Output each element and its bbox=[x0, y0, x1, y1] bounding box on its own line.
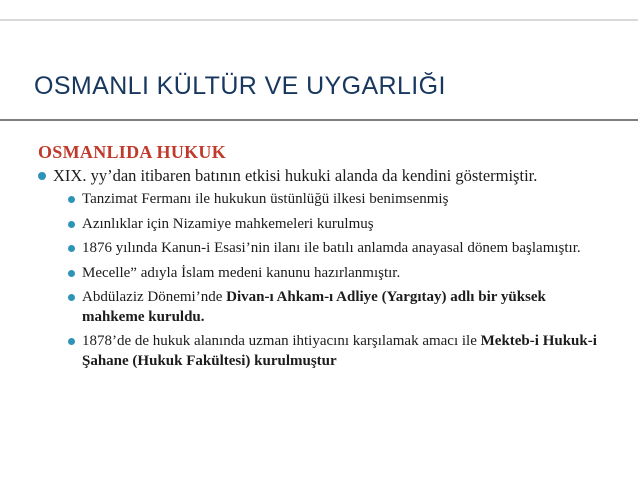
bullet-dot-icon bbox=[38, 172, 46, 180]
sub-bullet-text-plain: 1878’de de hukuk alanında uzman ihtiyacını karşılamak amacı ile bbox=[82, 333, 481, 349]
section-heading: OSMANLIDA HUKUK bbox=[38, 142, 227, 162]
top-band bbox=[0, 0, 638, 19]
sub-bullet-text: 1876 yılında Kanun-i Esasi’nin ilanı ile batılı anlamda anayasal dönem başlamıştır. bbox=[82, 240, 581, 256]
sub-bullet-item bbox=[38, 239, 608, 259]
bullet-dot-icon bbox=[68, 245, 75, 252]
sub-bullet-text-plain: Abdülaziz Dönemi’nde bbox=[82, 289, 227, 305]
sub-bullet-item bbox=[38, 190, 608, 210]
bullet-item bbox=[38, 165, 608, 186]
sub-bullet-item bbox=[38, 332, 608, 371]
sub-bullet-item bbox=[38, 264, 608, 284]
slide-title: OSMANLI KÜLTÜR VE UYGARLIĞI bbox=[34, 72, 446, 100]
sub-bullet-text: Azınlıklar için Nizamiye mahkemeleri kurulmuş bbox=[82, 215, 374, 232]
bullet-dot-icon bbox=[68, 294, 75, 301]
bullet-dot-icon bbox=[68, 221, 75, 228]
sub-bullet-text-bold: Divan-ı Ahkam-ı Adliye (Yargıtay) adlı bir yüksek mahkeme kuruldu. bbox=[82, 289, 546, 325]
slide-content bbox=[38, 141, 608, 376]
sub-bullet-item bbox=[38, 215, 608, 235]
sub-bullet-text-bold: Mekteb-i Hukuk-i Şahane (Hukuk Fakültesi) kurulmuştur bbox=[82, 333, 597, 369]
sub-bullet-text: Tanzimat Fermanı ile hukukun üstünlüğü ilkesi benimsenmiş bbox=[82, 191, 449, 207]
bullet-dot-icon bbox=[68, 338, 75, 345]
top-divider bbox=[0, 19, 638, 21]
bullet-text: XIX. yy’dan itibaren batının etkisi hukuki alanda da kendini göstermiştir. bbox=[53, 166, 538, 185]
title-divider bbox=[0, 119, 638, 121]
bullet-dot-icon bbox=[68, 270, 75, 277]
sub-bullet-item bbox=[38, 288, 608, 327]
bullet-dot-icon bbox=[68, 196, 75, 203]
sub-bullet-text: Mecelle” adıyla İslam medeni kanunu hazırlanmıştır. bbox=[82, 264, 401, 281]
